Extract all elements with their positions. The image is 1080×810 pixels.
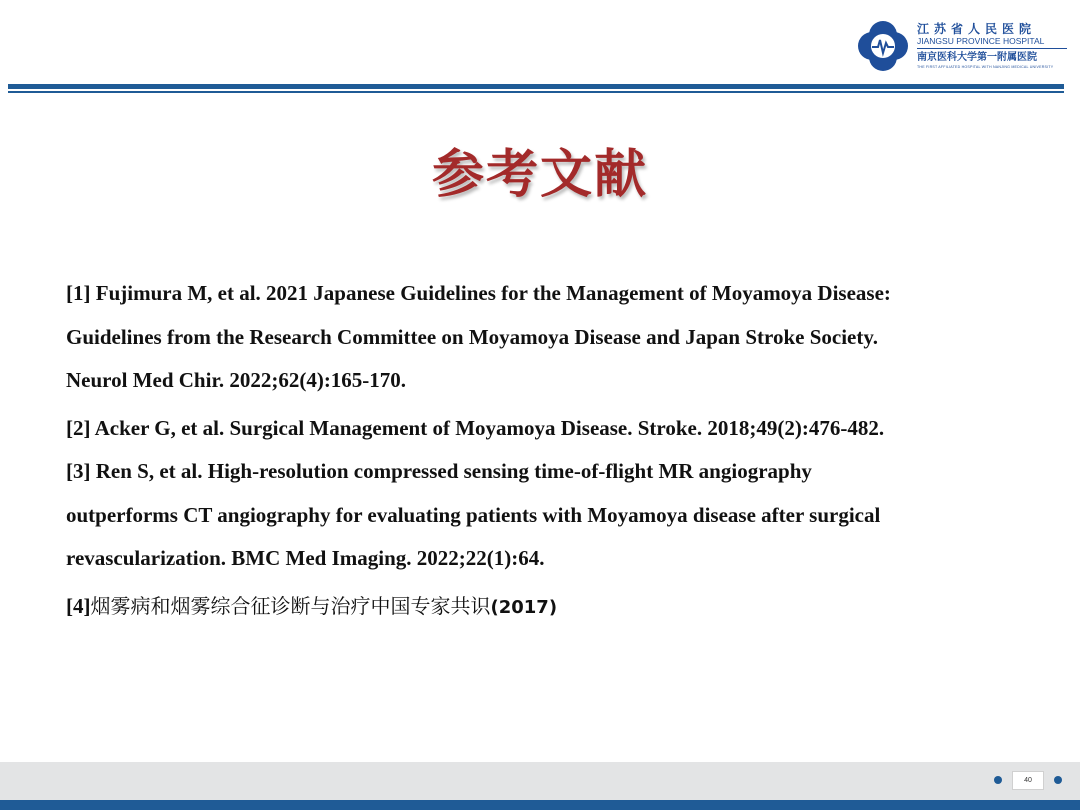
hospital-affiliation-cn: 南京医科大学第一附属医院 (917, 52, 1037, 63)
header-rule-thick (8, 84, 1064, 89)
reference-list (66, 272, 1056, 629)
reference-4-prefix: [4] (66, 593, 91, 618)
hospital-logo (855, 18, 1070, 76)
hospital-affiliation-en: THE FIRST AFFILIATED HOSPITAL WITH NANJING MEDICAL UNIVERSITY (917, 65, 1054, 69)
hospital-logo-text (917, 22, 1067, 70)
slide-title: 参考文献 (431, 145, 648, 205)
pager-dot-left-icon (994, 776, 1002, 784)
hospital-name-en: JIANGSU PROVINCE HOSPITAL (917, 36, 1067, 49)
page-number: 40 (1012, 771, 1044, 790)
reference-3-line-3: revascularization. BMC Med Imaging. 2022;22(1):64. (66, 546, 545, 570)
reference-1 (66, 272, 1056, 403)
footer-band (0, 762, 1080, 800)
pager-dot-right-icon (1054, 776, 1062, 784)
reference-4-title-cn: 烟雾病和烟雾综合征诊断与治疗中国专家共识 (90, 593, 491, 618)
reference-2-line-1: [2] Acker G, et al. Surgical Management of Moyamoya Disease. Stroke. 2018;49(2):476-482. (66, 415, 885, 440)
reference-3 (66, 450, 1056, 581)
reference-1-line-3: Neurol Med Chir. 2022;62(4):165-170. (66, 368, 407, 392)
page-indicator (994, 771, 1066, 789)
reference-3-line-1: [3] Ren S, et al. High-resolution compressed sensing time-of-flight MR angiography (66, 459, 812, 483)
reference-1-line-2: Guidelines from the Research Committee on Moyamoya Disease and Japan Stroke Society. (66, 324, 878, 349)
reference-2 (66, 407, 1056, 451)
hospital-logo-icon (855, 18, 911, 74)
reference-3-line-2: outperforms CT angiography for evaluating patients with Moyamoya disease after surgical (66, 502, 881, 527)
hospital-name-cn: 江苏省人民医院 (917, 22, 1037, 36)
header-rule-thin (8, 91, 1064, 93)
reference-4 (66, 585, 1056, 630)
slide-header (0, 0, 1080, 95)
footer-bar (0, 800, 1080, 810)
reference-1-line-1: [1] Fujimura M, et al. 2021 Japanese Guidelines for the Management of Moyamoya Disease: (66, 281, 891, 305)
reference-4-year: (2017) (490, 596, 558, 618)
